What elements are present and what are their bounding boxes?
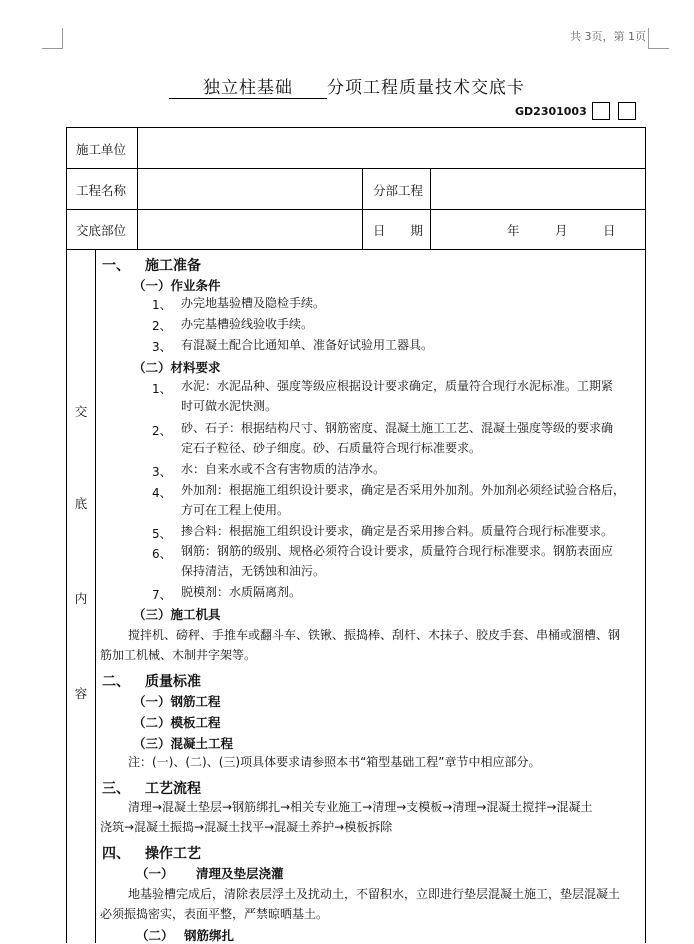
form-sheet xyxy=(66,127,646,943)
item-number: 6、 xyxy=(152,547,172,561)
form-code: GD2301003 xyxy=(515,105,587,118)
title-blank-field[interactable]: 独立柱基础 xyxy=(169,73,327,99)
sub-project-field[interactable] xyxy=(434,172,642,207)
side-label-char: 内 xyxy=(74,591,88,606)
page-info: 共 3页，第 1页 xyxy=(570,30,646,43)
col-divider xyxy=(430,169,431,249)
construction-unit-label: 施工单位 xyxy=(76,142,127,157)
subsection-tools: （三）施工机具 xyxy=(133,607,221,622)
project-name-label: 工程名称 xyxy=(76,183,127,198)
item-number: 3、 xyxy=(152,340,172,354)
section-4-number: 四、 xyxy=(102,846,130,862)
date-day-label: 日 xyxy=(603,223,616,238)
item-number: 7、 xyxy=(152,588,172,602)
row-divider xyxy=(67,168,645,169)
subsection-rebar-binding: 钢筋绑扎 xyxy=(184,928,235,943)
item-text-cont: 保持清洁，无锈蚀和油污。 xyxy=(181,564,326,578)
checkbox-2[interactable] xyxy=(618,102,636,120)
item-text: 钢筋：钢筋的级别、规格必须符合设计要求，质量符合现行标准要求。钢筋表面应 xyxy=(181,544,614,558)
item-number: 1、 xyxy=(152,298,172,312)
item-text: 砂、石子：根据结构尺寸、钢筋密度、混凝土施工工艺、混凝土强度等级的要求确 xyxy=(181,421,614,435)
checkbox-1[interactable] xyxy=(592,102,610,120)
col-divider xyxy=(362,169,363,249)
item-number: 4、 xyxy=(152,486,172,500)
cleaning-text-cont: 必须振捣密实，表面平整，严禁晾晒基土。 xyxy=(100,907,329,921)
subsection-cleaning-cushion: 清理及垫层浇灌 xyxy=(196,866,284,881)
item-text-cont: 方可在工程上使用。 xyxy=(181,503,290,517)
tools-text-cont: 筋加工机械、木制井字架等。 xyxy=(100,648,257,662)
disclosure-content xyxy=(96,250,645,943)
section-2-number: 二、 xyxy=(102,674,130,690)
item-number: 5、 xyxy=(152,527,172,541)
side-label-char: 容 xyxy=(74,686,88,701)
quality-note: 注：(一)、(二)、(三)项具体要求请参照本书“箱型基础工程”章节中相应部分。 xyxy=(128,755,541,769)
construction-unit-field[interactable] xyxy=(141,130,641,166)
item-number: 3、 xyxy=(152,465,172,479)
sub-project-label: 分部工程 xyxy=(373,183,424,198)
item-text: 办完基槽验线验收手续。 xyxy=(181,317,314,331)
side-label-char: 交 xyxy=(74,404,88,419)
cleaning-text: 地基验槽完成后，清除表层浮土及扰动土，不留积水，立即进行垫层混凝土施工，垫层混凝土 xyxy=(128,887,621,901)
document-title xyxy=(0,73,694,99)
item-text: 脱模剂：水质隔离剂。 xyxy=(181,585,302,599)
item-text: 有混凝土配合比通知单、准备好试验用工器具。 xyxy=(181,338,434,352)
item-text: 掺合料：根据施工组织设计要求，确定是否采用掺合料。质量符合现行标准要求。 xyxy=(181,524,614,538)
item-text: 外加剂：根据施工组织设计要求，确定是否采用外加剂。外加剂必须经试验合格后， xyxy=(181,483,626,497)
subsection-formwork: （二）模板工程 xyxy=(133,715,221,730)
section-3-title: 工艺流程 xyxy=(145,781,201,797)
process-flow-text: 清理→混凝土垫层→钢筋绑扎→相关专业施工→清理→支模板→清理→混凝土搅拌→混凝土 xyxy=(128,800,593,814)
subsection-rebar-work: （一）钢筋工程 xyxy=(133,694,221,709)
tools-text: 搅拌机、磅秤、手推车或翻斗车、铁锹、振捣棒、刮杆、木抹子、胶皮手套、串桶或溜槽、钢 xyxy=(128,628,621,642)
item-text: 办完地基验槽及隐检手续。 xyxy=(181,296,326,310)
subsection-work-conditions: （一）作业条件 xyxy=(133,278,221,293)
subsection-concrete-work: （三）混凝土工程 xyxy=(133,736,234,751)
project-name-field[interactable] xyxy=(141,172,359,207)
process-flow-text-cont: 浇筑→混凝土振捣→混凝土找平→混凝土养护→模板拆除 xyxy=(100,820,393,834)
title-suffix: 分项工程质量技术交底卡 xyxy=(327,78,525,98)
item-number: 2、 xyxy=(152,424,172,438)
date-label: 日 期 xyxy=(373,223,424,238)
section-4-title: 操作工艺 xyxy=(145,846,201,862)
subsection-number: （一） xyxy=(136,866,174,881)
item-text-cont: 定石子粒径、砂子细度。砂、石质量符合现行标准要求。 xyxy=(181,441,482,455)
item-number: 2、 xyxy=(152,319,172,333)
col-divider xyxy=(137,128,138,249)
item-text-cont: 时可做水泥快测。 xyxy=(181,399,278,413)
date-year-label: 年 xyxy=(507,223,520,238)
item-number: 1、 xyxy=(152,382,172,396)
crop-mark-top-left xyxy=(42,28,63,49)
section-1-title: 施工准备 xyxy=(145,258,201,274)
crop-mark-top-right xyxy=(648,28,669,49)
section-3-number: 三、 xyxy=(102,781,130,797)
subsection-material-requirements: （二）材料要求 xyxy=(133,360,221,375)
section-2-title: 质量标准 xyxy=(145,674,201,690)
row-divider xyxy=(67,209,645,210)
date-month-label: 月 xyxy=(555,223,568,238)
subsection-number: （二） xyxy=(136,928,174,943)
location-label: 交底部位 xyxy=(76,223,127,238)
location-field[interactable] xyxy=(141,212,359,247)
item-text: 水泥：水泥品种、强度等级应根据设计要求确定，质量符合现行水泥标准。工期紧 xyxy=(181,379,614,393)
side-label-char: 底 xyxy=(74,496,88,511)
item-text: 水：自来水或不含有害物质的洁净水。 xyxy=(181,462,386,476)
section-1-number: 一、 xyxy=(102,258,130,274)
